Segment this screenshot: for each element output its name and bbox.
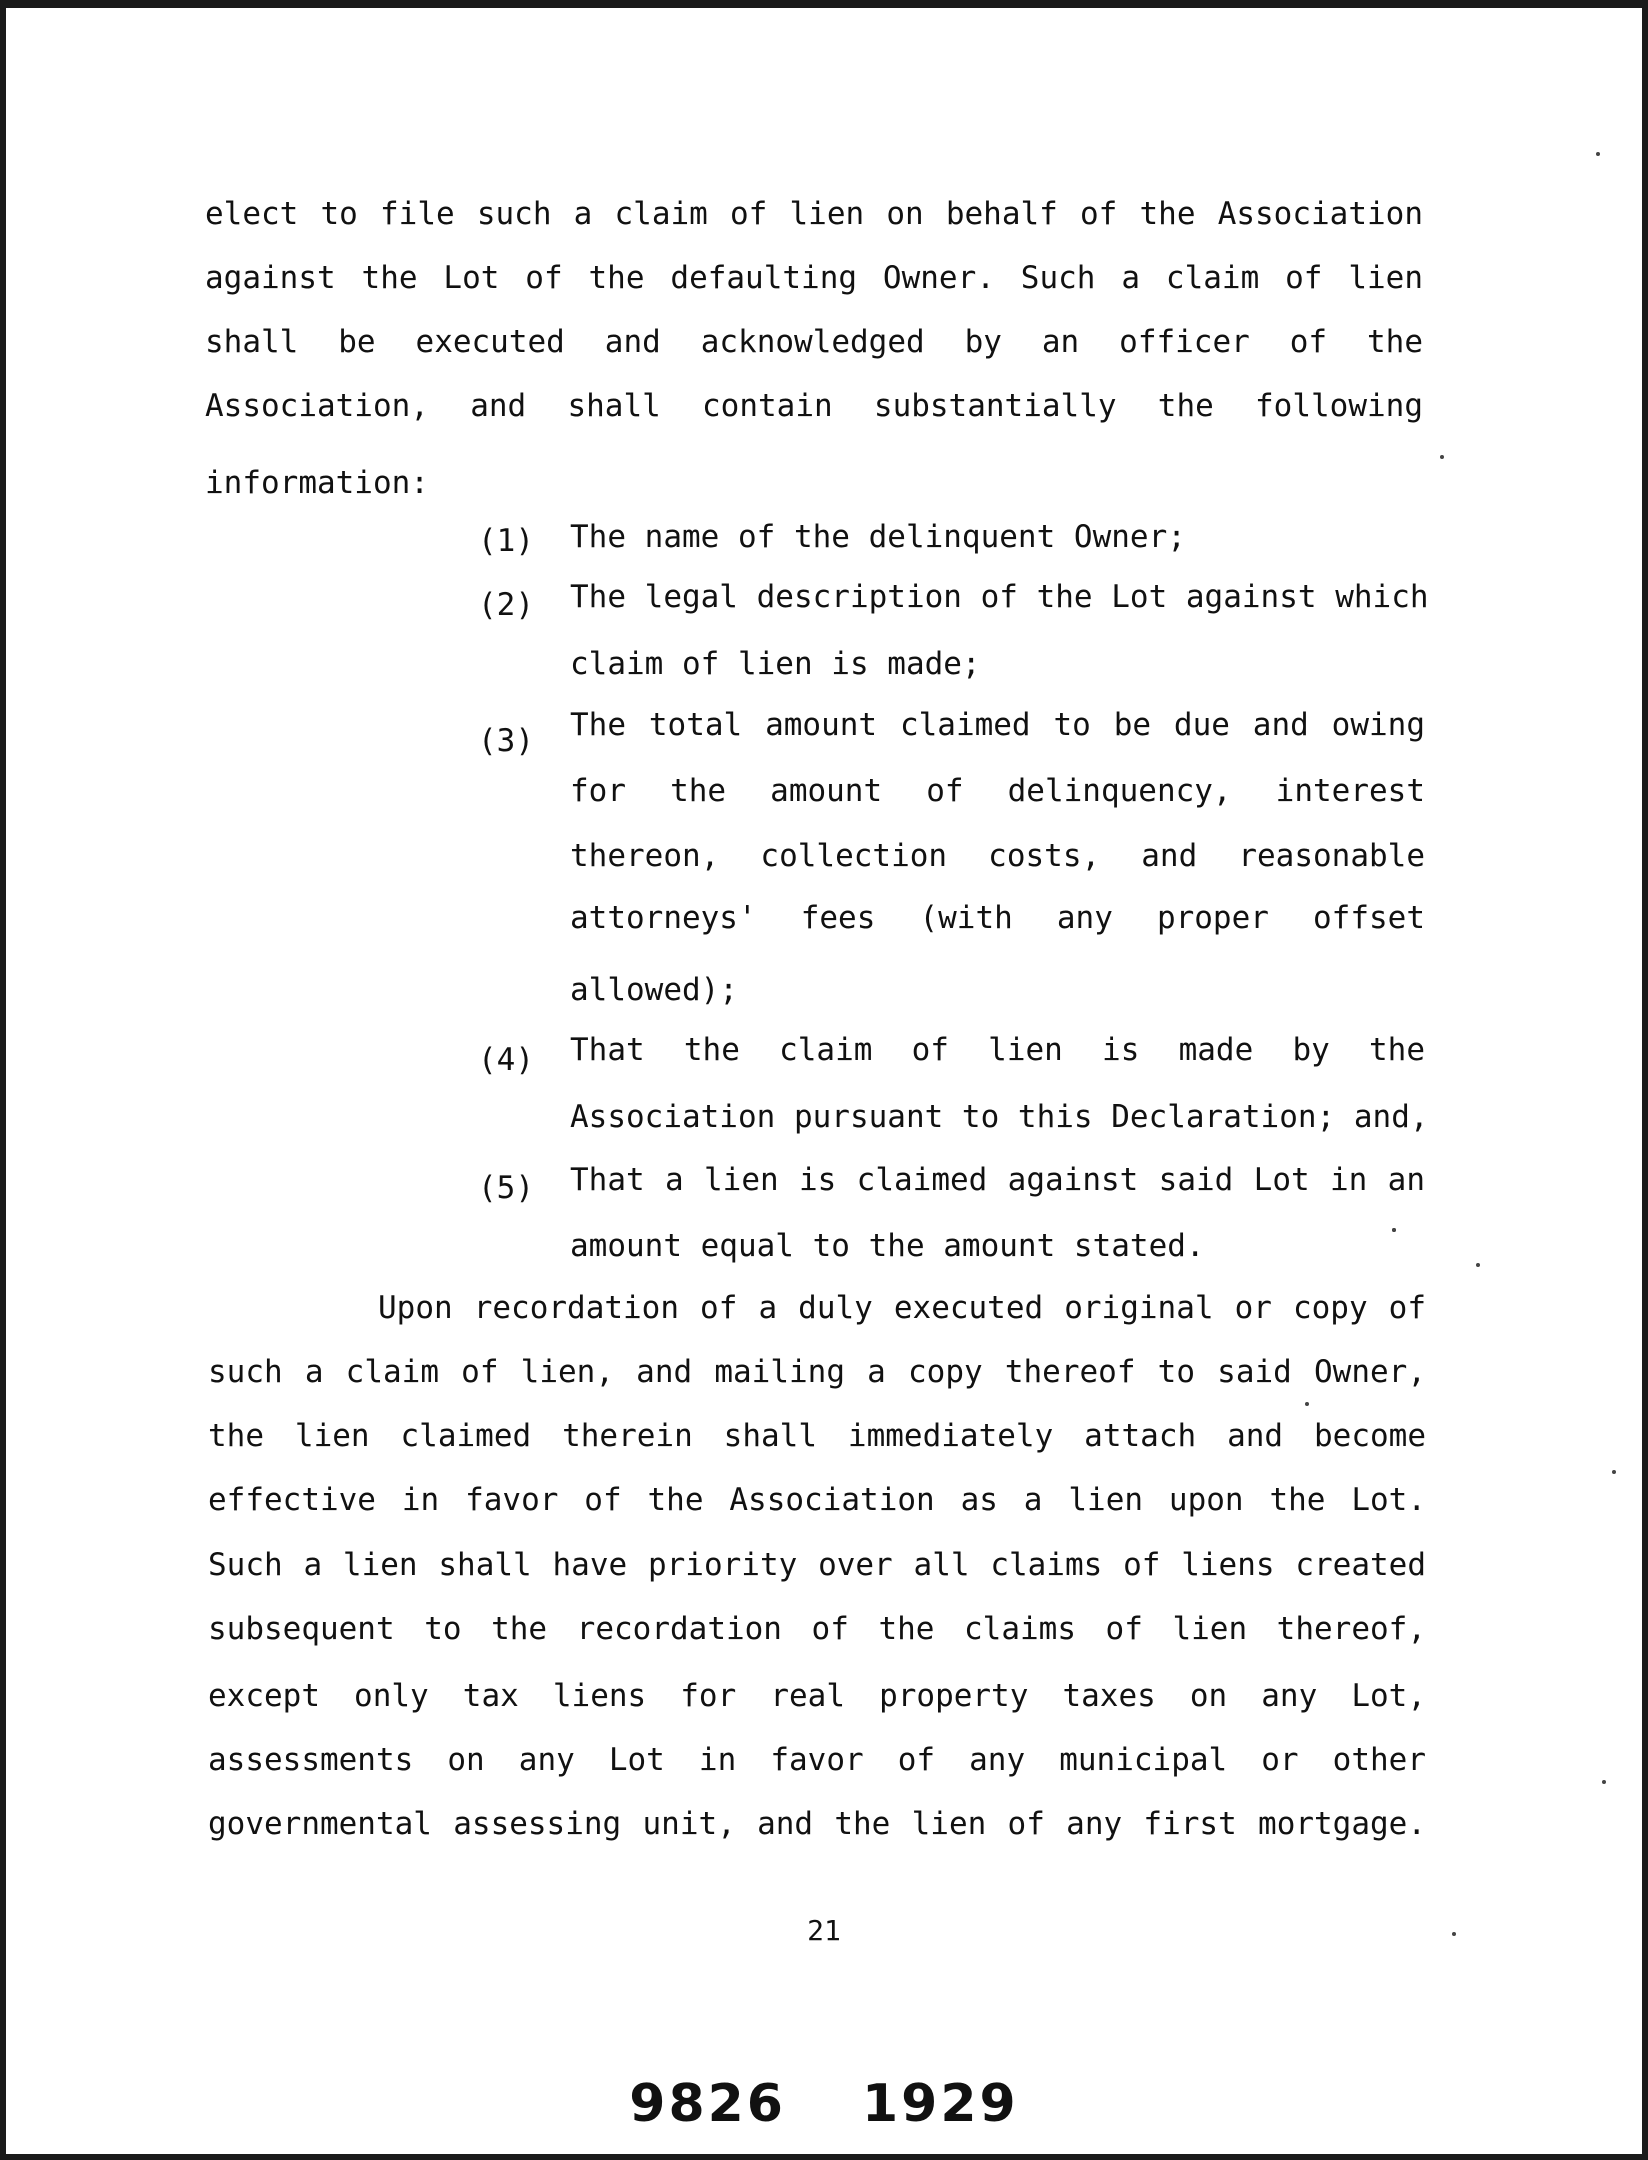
scan-border-right bbox=[1642, 0, 1648, 2160]
list-number: (1) bbox=[478, 523, 534, 559]
paragraph-line: except only tax liens for real property taxes on any Lot, bbox=[208, 1678, 1426, 1714]
scan-speckle bbox=[1440, 455, 1444, 459]
scan-border-left bbox=[0, 0, 6, 2160]
scan-border-top bbox=[0, 0, 1648, 8]
list-number: (5) bbox=[478, 1170, 534, 1206]
paragraph-line: information: bbox=[205, 465, 429, 501]
list-item-line: That a lien is claimed against said Lot in an bbox=[570, 1162, 1425, 1198]
paragraph-line: against the Lot of the defaulting Owner. Such a claim of lien bbox=[205, 260, 1423, 296]
paragraph-line: elect to file such a claim of lien on behalf of the Association bbox=[205, 196, 1423, 232]
list-item-line: amount equal to the amount stated. bbox=[570, 1228, 1205, 1264]
scan-speckle bbox=[1612, 1470, 1616, 1474]
list-item-line: allowed); bbox=[570, 972, 738, 1008]
paragraph-line: shall be executed and acknowledged by an officer of the bbox=[205, 324, 1423, 360]
list-item-line: attorneys' fees (with any proper offset bbox=[570, 900, 1425, 936]
list-number: (4) bbox=[478, 1042, 534, 1078]
list-item-line: claim of lien is made; bbox=[570, 646, 981, 682]
stamp-right: 1929 bbox=[862, 2074, 1019, 2134]
paragraph-line: Such a lien shall have priority over all claims of liens created bbox=[208, 1547, 1426, 1583]
scan-speckle bbox=[1596, 152, 1600, 156]
page-number: 21 bbox=[807, 1914, 841, 1947]
list-item-line: That the claim of lien is made by the bbox=[570, 1032, 1425, 1068]
list-item-line: thereon, collection costs, and reasonable bbox=[570, 838, 1425, 874]
paragraph-line: governmental assessing unit, and the lien of any first mortgage. bbox=[208, 1806, 1426, 1842]
document-stamp bbox=[0, 2074, 1648, 2134]
scan-speckle bbox=[1476, 1263, 1480, 1267]
scan-border-bottom bbox=[0, 2154, 1648, 2160]
list-item-line: Association pursuant to this Declaration; and, bbox=[570, 1099, 1429, 1135]
list-number: (3) bbox=[478, 723, 534, 759]
paragraph-line: the lien claimed therein shall immediately attach and become bbox=[208, 1418, 1426, 1454]
paragraph-line: such a claim of lien, and mailing a copy thereof to said Owner, bbox=[208, 1354, 1426, 1390]
stamp-left: 9826 bbox=[629, 2074, 786, 2134]
paragraph-line: Association, and shall contain substantially the following bbox=[205, 388, 1423, 424]
paragraph-line: subsequent to the recordation of the claims of lien thereof, bbox=[208, 1611, 1426, 1647]
paragraph-line: assessments on any Lot in favor of any municipal or other bbox=[208, 1742, 1426, 1778]
scan-speckle bbox=[1305, 1402, 1309, 1406]
list-item-line: The name of the delinquent Owner; bbox=[570, 519, 1186, 555]
scan-speckle bbox=[1392, 1228, 1396, 1232]
paragraph-line: effective in favor of the Association as a lien upon the Lot. bbox=[208, 1482, 1426, 1518]
list-number: (2) bbox=[478, 587, 534, 623]
list-item-line: for the amount of delinquency, interest bbox=[570, 773, 1425, 809]
scan-speckle bbox=[1602, 1780, 1606, 1784]
paragraph-line: Upon recordation of a duly executed original or copy of bbox=[378, 1290, 1426, 1326]
list-item-line: The total amount claimed to be due and owing bbox=[570, 707, 1425, 743]
list-item-line: The legal description of the Lot against which bbox=[570, 579, 1429, 615]
